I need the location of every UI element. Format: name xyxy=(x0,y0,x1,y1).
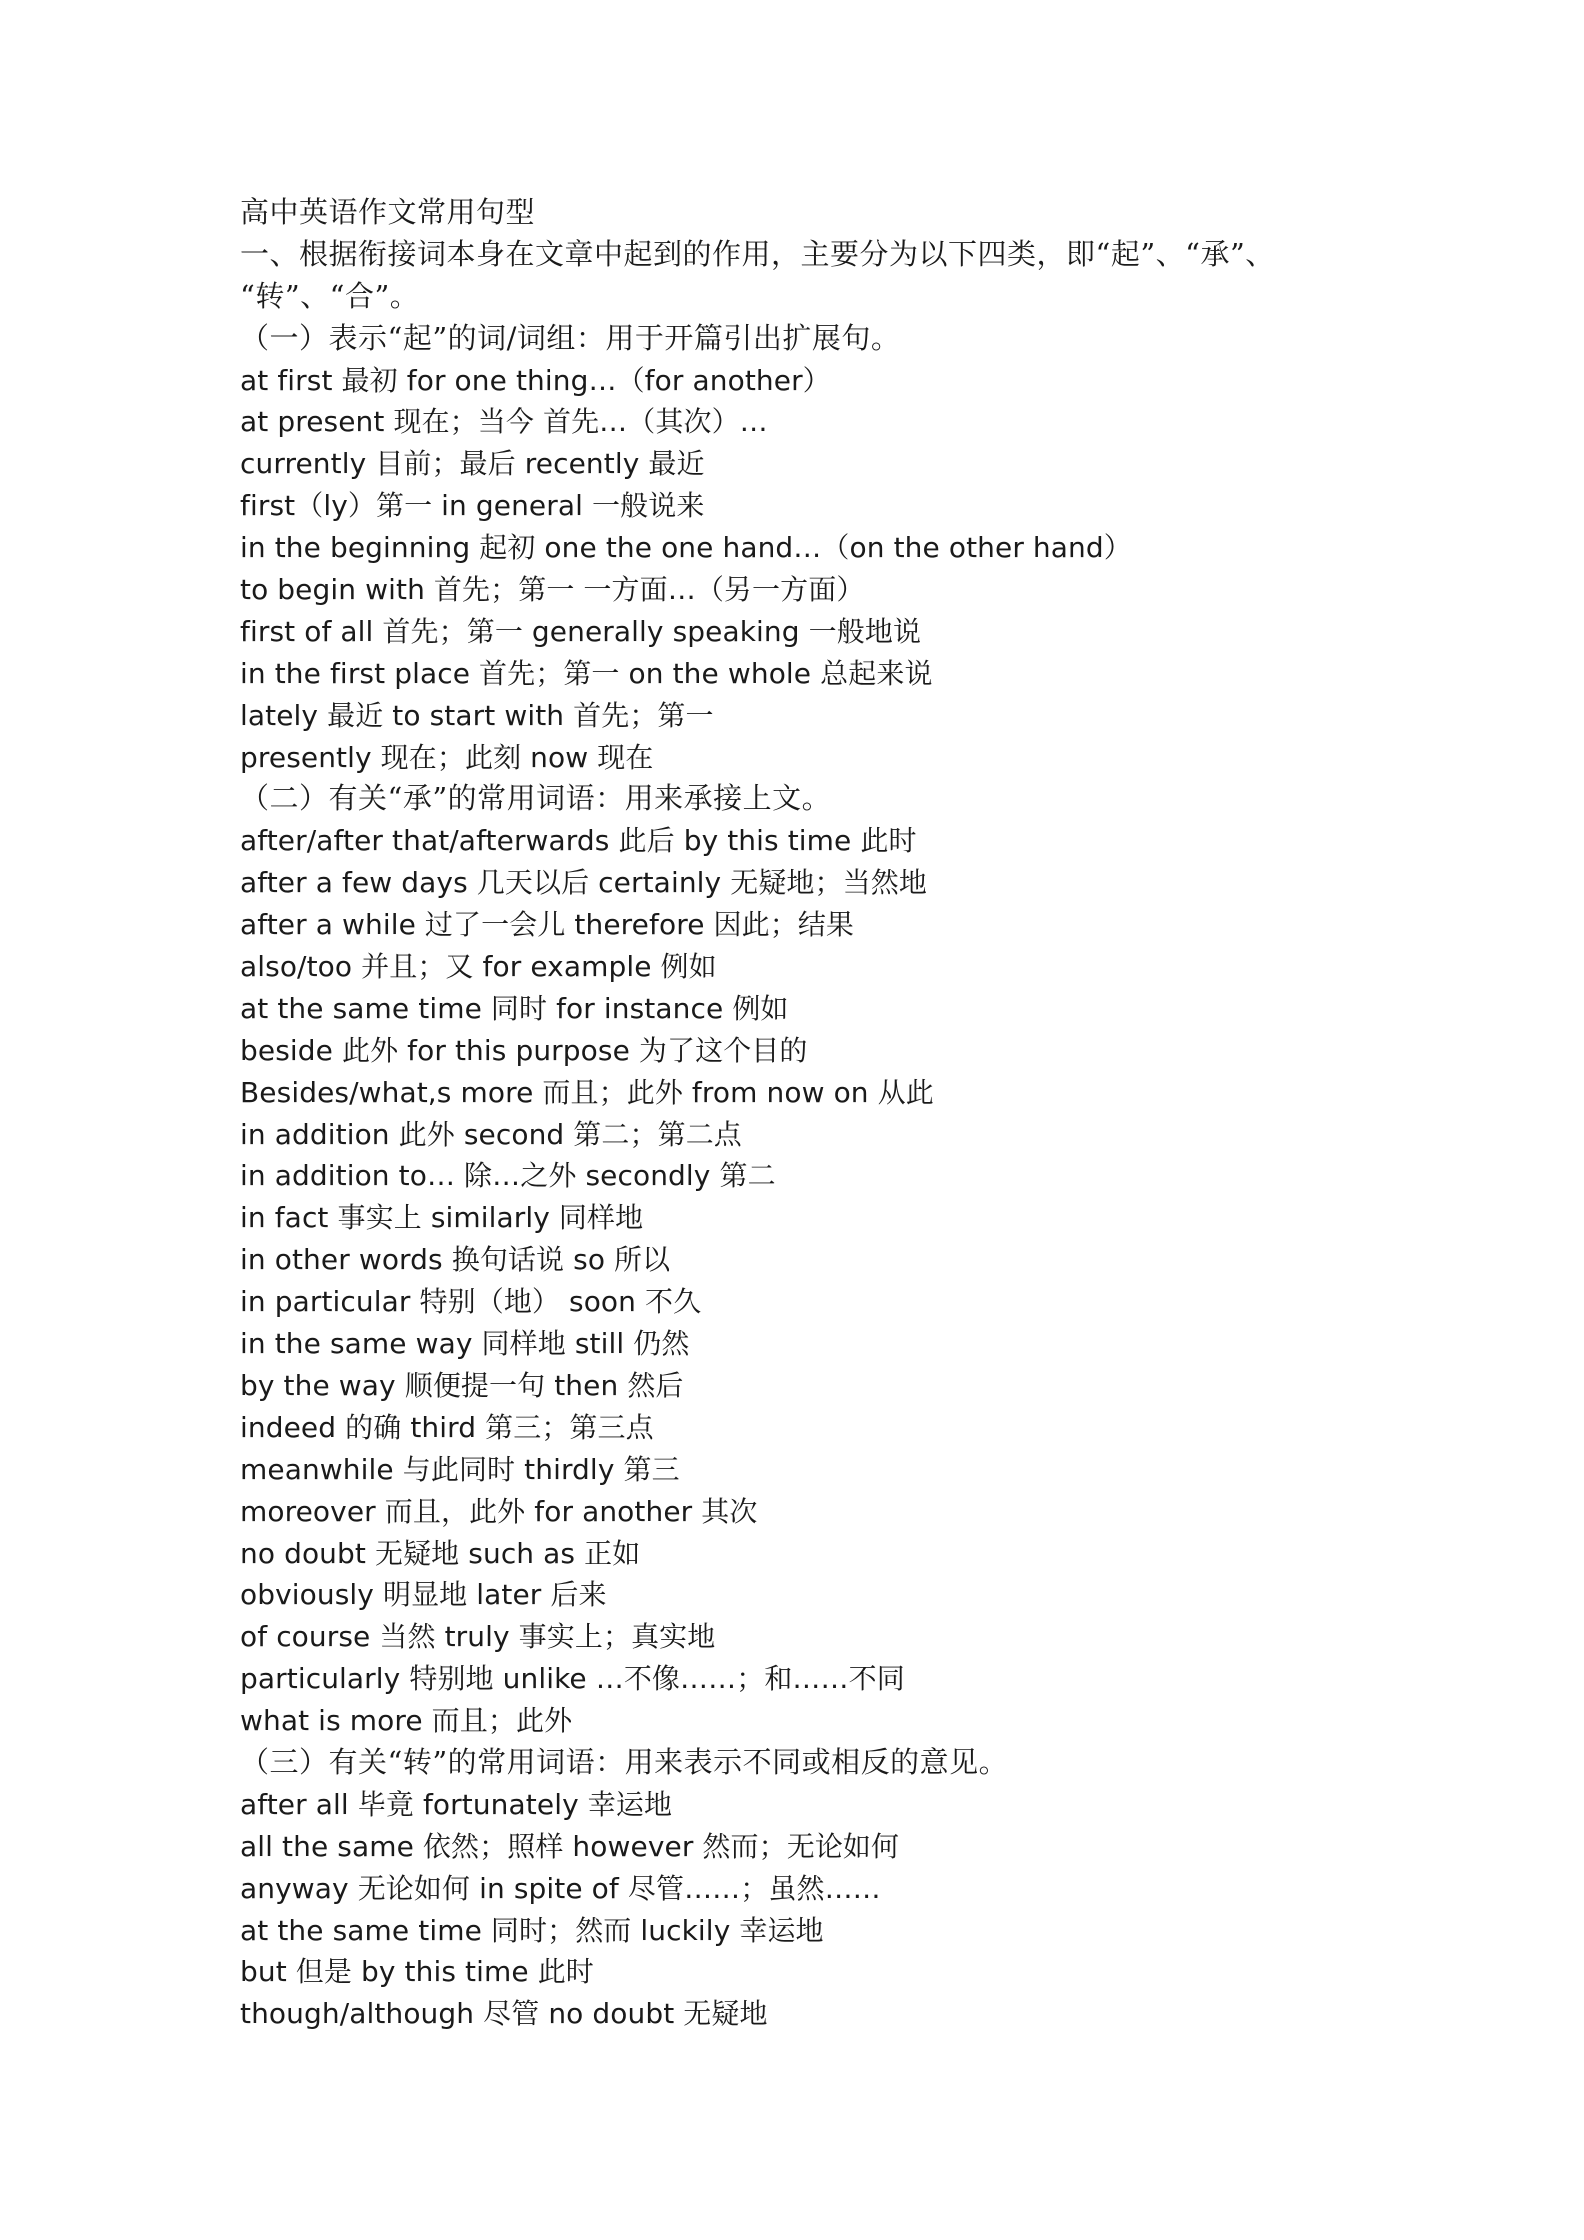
phrase-entry-line: in the beginning 起初 one the one hand…（on the other hand） xyxy=(240,531,1132,565)
heading-line: 高中英语作文常用句型 xyxy=(240,195,536,229)
phrase-entry-line: after a few days 几天以后 certainly 无疑地；当然地 xyxy=(240,866,927,900)
phrase-entry-line: in the first place 首先；第一 on the whole 总起来说 xyxy=(240,656,933,690)
phrase-entry-line: Besides/what,s more 而且；此外 from now on 从此 xyxy=(240,1075,934,1109)
heading-line: （一）表示“起”的词/词组：用于开篇引出扩展句。 xyxy=(240,320,901,355)
phrase-entry-line: after a while 过了一会儿 therefore 因此；结果 xyxy=(240,908,855,942)
phrase-entry-line: of course 当然 truly 事实上；真实地 xyxy=(240,1620,716,1654)
phrase-entry-line: obviously 明显地 later 后来 xyxy=(240,1578,607,1612)
phrase-entry-line: in addition to… 除…之外 secondly 第二 xyxy=(240,1159,776,1193)
phrase-entry-line: presently 现在；此刻 now 现在 xyxy=(240,740,654,774)
phrase-entry-line: moreover 而且，此外 for another 其次 xyxy=(240,1494,758,1528)
phrase-entry-line: also/too 并且；又 for example 例如 xyxy=(240,950,717,984)
phrase-entry-line: at the same time 同时；然而 luckily 幸运地 xyxy=(240,1913,824,1947)
phrase-entry-line: to begin with 首先；第一 一方面…（另一方面） xyxy=(240,573,865,607)
phrase-entry-line: though/although 尽管 no doubt 无疑地 xyxy=(240,1997,768,2031)
phrase-entry-line: in other words 换句话说 so 所以 xyxy=(240,1243,671,1277)
phrase-entry-line: but 但是 by this time 此时 xyxy=(240,1955,594,1989)
phrase-entry-line: first of all 首先；第一 generally speaking 一般地说 xyxy=(240,614,922,648)
phrase-entry-line: no doubt 无疑地 such as 正如 xyxy=(240,1536,641,1570)
phrase-entry-line: beside 此外 for this purpose 为了这个目的 xyxy=(240,1033,808,1067)
phrase-entry-line: after all 毕竟 fortunately 幸运地 xyxy=(240,1787,673,1821)
phrase-entry-line: at present 现在；当今 首先…（其次）… xyxy=(240,405,768,439)
phrase-entry-line: after/after that/afterwards 此后 by this time 此时 xyxy=(240,824,917,858)
phrase-entry-line: lately 最近 to start with 首先；第一 xyxy=(240,698,714,732)
phrase-entry-line: at first 最初 for one thing…（for another） xyxy=(240,363,831,397)
phrase-entry-line: currently 目前；最后 recently 最近 xyxy=(240,447,705,481)
phrase-entry-line: first（ly）第一 in general 一般说来 xyxy=(240,489,705,523)
phrase-entry-line: meanwhile 与此同时 thirdly 第三 xyxy=(240,1452,680,1486)
heading-line: （三）有关“转”的常用词语：用来表示不同或相反的意见。 xyxy=(240,1744,1009,1779)
phrase-entry-line: in particular 特别（地） soon 不久 xyxy=(240,1285,702,1319)
phrase-entry-line: particularly 特别地 unlike …不像……；和……不同 xyxy=(240,1662,905,1696)
heading-line: 一、根据衔接词本身在文章中起到的作用，主要分为以下四类，即“起”、“承”、 xyxy=(240,236,1275,271)
phrase-entry-line: indeed 的确 third 第三；第三点 xyxy=(240,1410,654,1444)
phrase-entry-line: all the same 依然；照样 however 然而；无论如何 xyxy=(240,1829,900,1863)
phrase-entry-line: in addition 此外 second 第二；第二点 xyxy=(240,1117,742,1151)
phrase-entry-line: in the same way 同样地 still 仍然 xyxy=(240,1327,690,1361)
phrase-entry-line: by the way 顺便提一句 then 然后 xyxy=(240,1368,684,1402)
phrase-entry-line: in fact 事实上 similarly 同样地 xyxy=(240,1201,644,1235)
heading-line: “转”、“合”。 xyxy=(240,278,420,313)
document-page xyxy=(240,192,1400,2035)
heading-line: （二）有关“承”的常用词语：用来承接上文。 xyxy=(240,781,832,816)
phrase-entry-line: what is more 而且；此外 xyxy=(240,1704,573,1738)
phrase-entry-line: anyway 无论如何 in spite of 尽管……；虽然…… xyxy=(240,1871,881,1905)
phrase-entry-line: at the same time 同时 for instance 例如 xyxy=(240,991,789,1025)
